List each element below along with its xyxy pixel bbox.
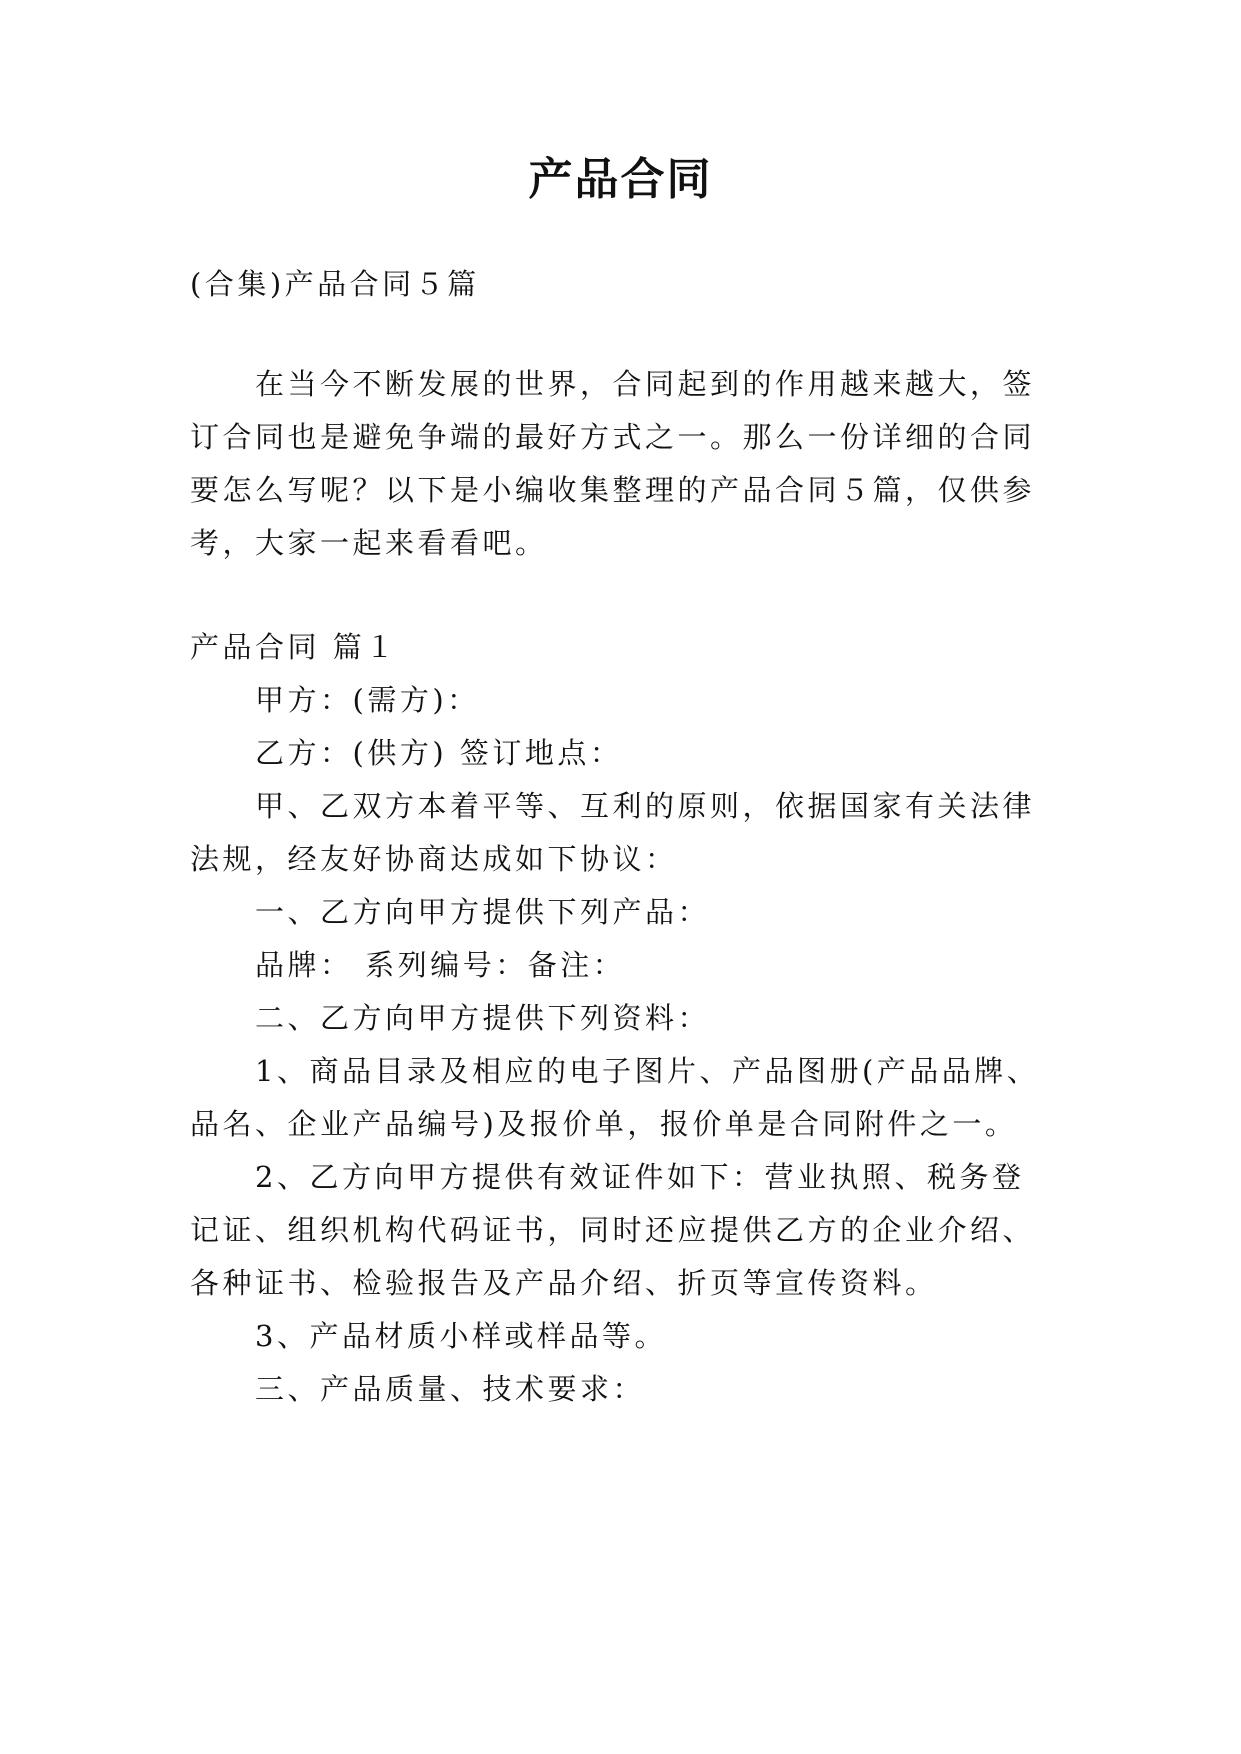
body-line: 品牌： 系列编号：备注：: [255, 948, 626, 982]
intro-line: 考，大家一起来看看吧。: [190, 526, 548, 560]
body-line: 1、商品目录及相应的电子图片、产品图册(产品品牌、: [255, 1054, 1040, 1088]
body-line: 一、乙方向甲方提供下列产品：: [255, 895, 711, 929]
document-title: 产品合同: [528, 154, 713, 205]
body-line: 二、乙方向甲方提供下列资料：: [255, 1001, 711, 1035]
body-line: 3、产品材质小样或样品等。: [255, 1319, 667, 1353]
intro-line: 在当今不断发展的世界，合同起到的作用越来越大，签: [255, 367, 1036, 401]
document-subtitle: (合集)产品合同５篇: [190, 267, 480, 301]
body-line: 2、乙方向甲方提供有效证件如下：营业执照、税务登: [255, 1160, 1025, 1194]
body-line: 各种证书、检验报告及产品介绍、折页等宣传资料。: [190, 1266, 938, 1300]
body-line: 甲、乙双方本着平等、互利的原则，依据国家有关法律: [255, 789, 1036, 823]
intro-line: 订合同也是避免争端的最好方式之一。那么一份详细的合同: [190, 420, 1036, 454]
intro-line: 要怎么写呢？以下是小编收集整理的产品合同５篇，仅供参: [190, 473, 1036, 507]
body-line: 记证、组织机构代码证书，同时还应提供乙方的企业介绍、: [190, 1213, 1036, 1247]
body-line: 三、产品质量、技术要求：: [255, 1372, 646, 1406]
body-line: 品名、企业产品编号)及报价单，报价单是合同附件之一。: [190, 1107, 1018, 1141]
section-heading: 产品合同 篇１: [190, 630, 398, 664]
body-line: 乙方：(供方) 签订地点：: [255, 736, 623, 770]
body-line: 法规，经友好协商达成如下协议：: [190, 842, 678, 876]
body-line: 甲方：(需方)：: [255, 683, 480, 717]
